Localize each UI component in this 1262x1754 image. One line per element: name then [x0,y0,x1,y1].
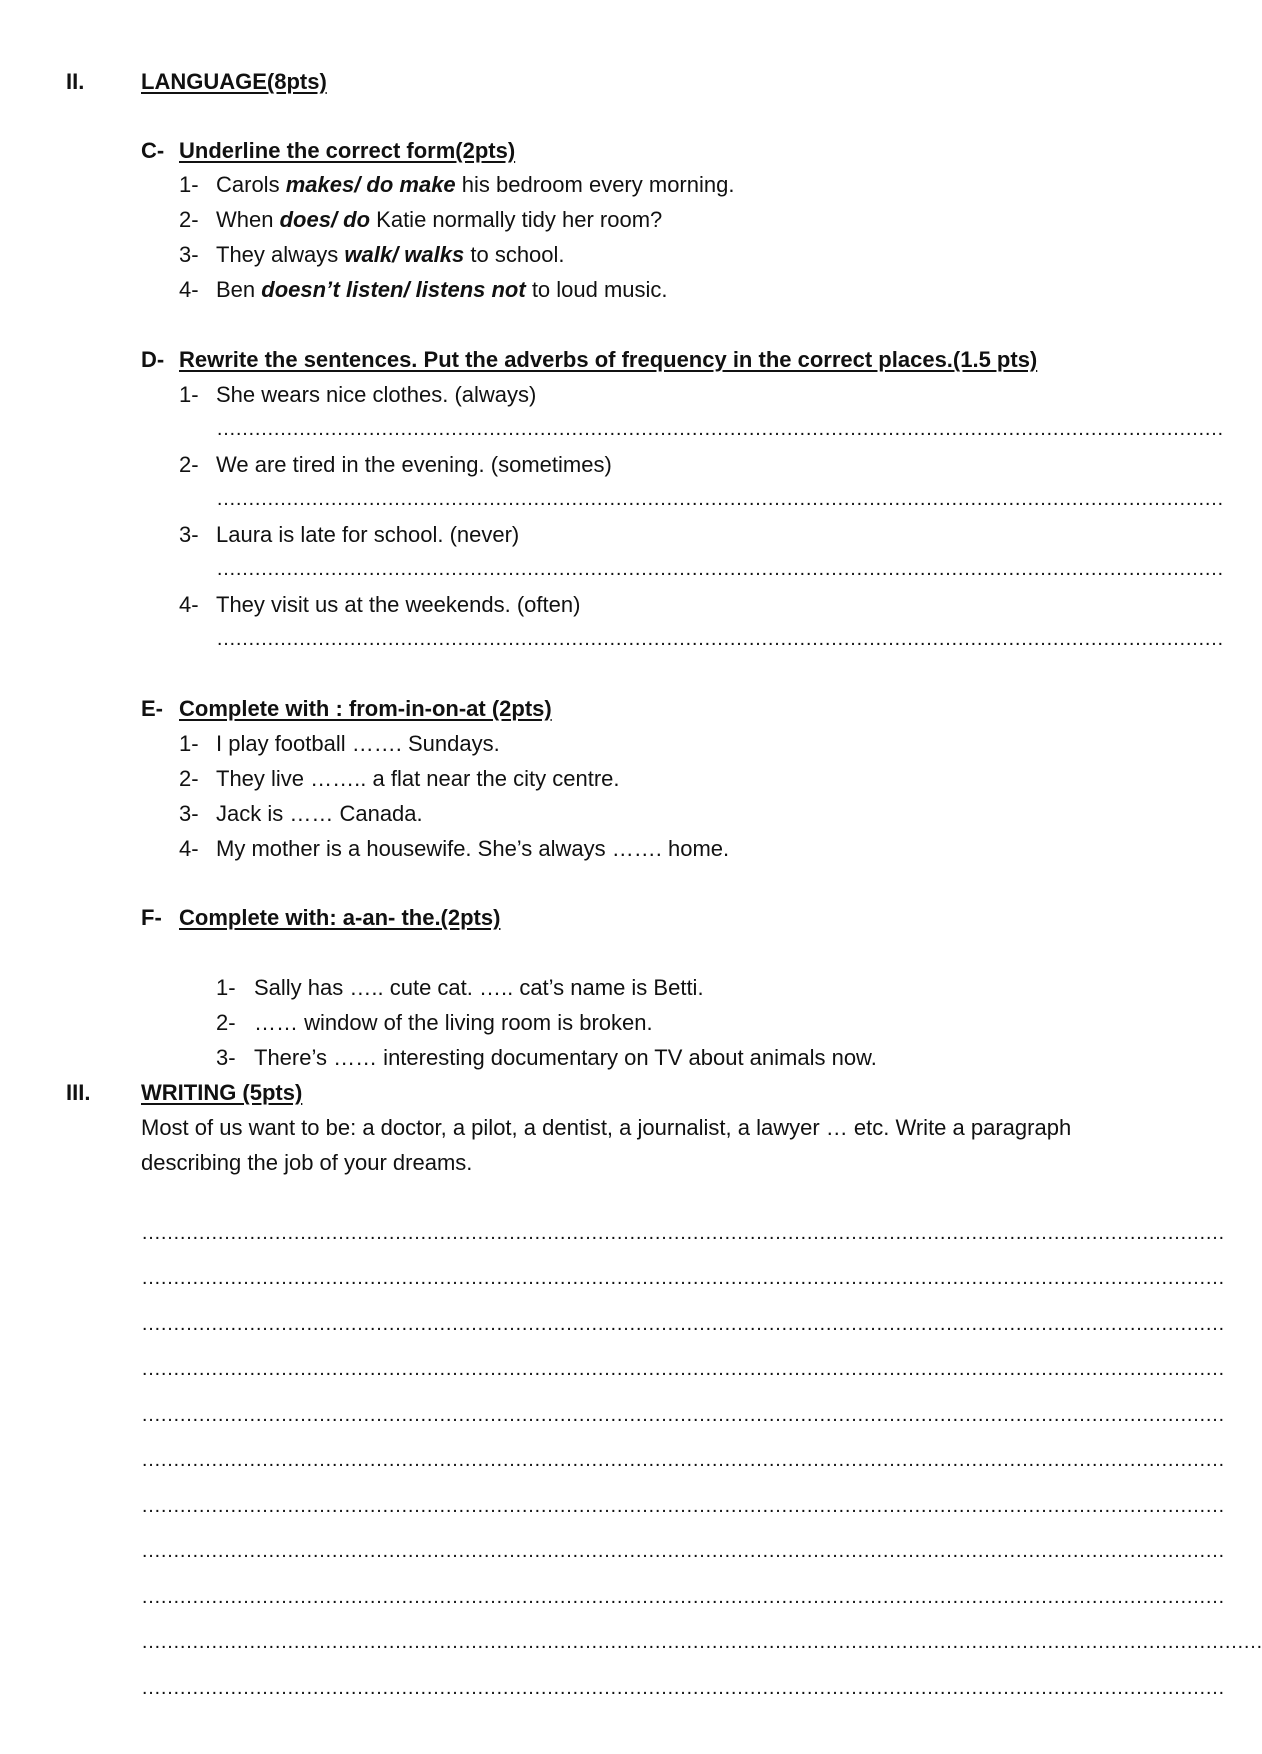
writing-line[interactable]: ……………………………………………………………………………………………………………………………………………………… [141,1586,1224,1608]
item-number: 4- [179,836,199,861]
writing-line[interactable]: ……………………………………………………………………………………………………………………………………………………… [141,1313,1224,1335]
item-number: 3- [179,801,199,826]
writing-line[interactable]: ……………………………………………………………………………………………………………………………………………………… [141,1449,1224,1471]
list-item: We are tired in the evening. (sometimes) [216,452,612,477]
item-number: 3- [216,1045,236,1070]
answer-line[interactable]: …………………………………………………………………………………………………………………………………………… [216,418,1223,440]
section-heading: LANGUAGE(8pts) [141,69,327,94]
list-item: Jack is …… Canada. [216,801,423,826]
item-number: 1- [179,172,199,197]
list-item: Laura is late for school. (never) [216,522,520,547]
writing-line[interactable]: ……………………………………………………………………………………………………………………………………………………… [141,1495,1224,1517]
list-item: Sally has ….. cute cat. ….. cat’s name is Betti. [254,975,704,1000]
section-numeral: III. [66,1080,91,1105]
subsection-title: Underline the correct form(2pts) [179,138,516,163]
answer-line[interactable]: …………………………………………………………………………………………………………………………………………… [216,628,1223,650]
item-number: 3- [179,242,199,267]
writing-line[interactable]: …………………………………………………………………………………………………………………………………………………………… [141,1631,1262,1653]
answer-line[interactable]: …………………………………………………………………………………………………………………………………………… [216,558,1223,580]
list-item: I play football ……. Sundays. [216,731,500,756]
writing-line[interactable]: ……………………………………………………………………………………………………………………………………………………… [141,1358,1224,1380]
section-numeral: II. [66,69,85,94]
subsection-title: Complete with: a-an- the.(2pts) [179,905,501,930]
list-item: Carols makes/ do make his bedroom every morning. [216,172,735,197]
list-item: My mother is a housewife. She’s always ……. home. [216,836,730,861]
subsection-letter: C- [141,138,165,163]
list-item: They always walk/ walks to school. [216,242,565,267]
item-number: 2- [179,207,199,232]
writing-line[interactable]: ……………………………………………………………………………………………………………………………………………………… [141,1222,1224,1244]
item-number: 4- [179,592,199,617]
list-item: They visit us at the weekends. (often) [216,592,581,617]
item-number: 4- [179,277,199,302]
writing-prompt: Most of us want to be: a doctor, a pilot, a dentist, a journalist, a lawyer … etc. Write a paragraph [141,1115,1072,1140]
item-number: 1- [179,731,199,756]
list-item: …… window of the living room is broken. [254,1010,653,1035]
subsection-title: Rewrite the sentences. Put the adverbs of frequency in the correct places.(1.5 pts) [179,347,1038,372]
subsection-letter: F- [141,905,162,930]
writing-line[interactable]: ……………………………………………………………………………………………………………………………………………………… [141,1540,1224,1562]
writing-line[interactable]: ……………………………………………………………………………………………………………………………………………………… [141,1267,1224,1289]
item-number: 2- [179,766,199,791]
writing-line[interactable]: ……………………………………………………………………………………………………………………………………………………… [141,1677,1224,1699]
subsection-title: Complete with : from-in-on-at (2pts) [179,696,552,721]
list-item: They live …….. a flat near the city centre. [216,766,620,791]
item-number: 2- [216,1010,236,1035]
item-number: 3- [179,522,199,547]
list-item: Ben doesn’t listen/ listens not to loud music. [216,277,668,302]
list-item: There’s …… interesting documentary on TV about animals now. [254,1045,877,1070]
answer-line[interactable]: …………………………………………………………………………………………………………………………………………… [216,488,1223,510]
item-number: 1- [179,382,199,407]
item-number: 1- [216,975,236,1000]
section-heading: WRITING (5pts) [141,1080,303,1105]
subsection-letter: E- [141,696,163,721]
subsection-letter: D- [141,347,165,372]
list-item: When does/ do Katie normally tidy her room? [216,207,663,232]
writing-line[interactable]: ……………………………………………………………………………………………………………………………………………………… [141,1404,1224,1426]
writing-prompt: describing the job of your dreams. [141,1150,473,1175]
list-item: She wears nice clothes. (always) [216,382,537,407]
item-number: 2- [179,452,199,477]
